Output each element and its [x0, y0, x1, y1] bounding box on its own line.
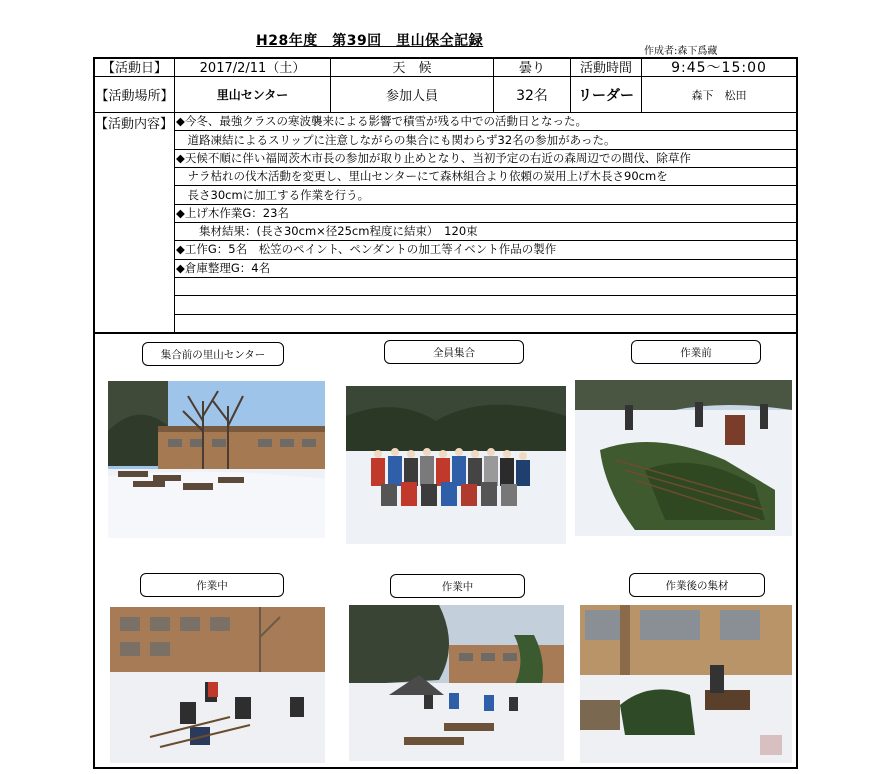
place-value: 里山センター — [216, 88, 289, 102]
content-line-3: ◆天候不順に伴い福岡茨木市長の参加が取り止めとなり、当初予定の右近の森周辺での間伐、除草作 — [176, 151, 691, 165]
page-title: H28年度 第39回 里山保全記録 — [256, 33, 484, 49]
time-value: 9:45〜15:00 — [671, 59, 767, 76]
photo-workers-building — [349, 605, 564, 761]
weather-value: 曇り — [518, 61, 545, 76]
photo-caption-4: 作業中 — [140, 573, 284, 597]
leader-label: リーダー — [578, 87, 634, 104]
photo-caption-5: 作業中 — [390, 574, 525, 598]
weather-label: 天 候 — [392, 61, 432, 76]
content-line-6: ◆上げ木作業G：23名 — [176, 206, 289, 220]
photo-workers-yard — [110, 607, 325, 763]
author-label: 作成者:森下爲藏 — [644, 46, 718, 57]
photo-caption-6: 作業後の集材 — [629, 573, 765, 597]
time-label: 活動時間 — [579, 61, 632, 76]
leader-value: 森下 松田 — [691, 88, 747, 102]
date-label: 【活動日】 — [101, 61, 167, 76]
participants-label: 参加人員 — [385, 89, 438, 104]
content-line-5: 長さ30cmに加工する作業を行う。 — [176, 188, 370, 202]
content-line-1: ◆今冬、最強クラスの寒波襲来による影響で積雪が残る中での活動日となった。 — [176, 114, 587, 128]
content-line-9: ◆倉庫整理G：4名 — [176, 261, 271, 275]
photo-caption-2: 全員集合 — [384, 340, 524, 364]
date-value: 2017/2/11（土） — [199, 61, 306, 76]
content-label: 【活動内容】 — [95, 116, 174, 132]
place-label: 【活動場所】 — [95, 89, 174, 104]
photo-group — [346, 386, 566, 544]
content-line-7: 集材結果：(長さ30cm×径25cm程度に結束） 120束 — [176, 224, 478, 238]
photo-snowy-courtyard — [108, 381, 325, 538]
photo-caption-3: 作業前 — [631, 340, 761, 364]
photo-brush-piles — [575, 380, 792, 536]
participants-value: 32名 — [516, 87, 548, 104]
content-line-4: ナラ枯れの伐木活動を変更し、里山センターにて森林組合より依頼の炭用上げ木長さ90cmを — [176, 169, 668, 183]
photo-bundled-wood — [580, 605, 792, 763]
content-line-8: ◆工作G：5名 松笠のペイント、ペンダントの加工等イベント作品の製作 — [176, 242, 557, 256]
content-line-2: 道路凍結によるスリップに注意しながらの集合にも関わらず32名の参加があった。 — [176, 133, 616, 147]
photo-caption-1: 集合前の里山センター — [142, 342, 284, 366]
